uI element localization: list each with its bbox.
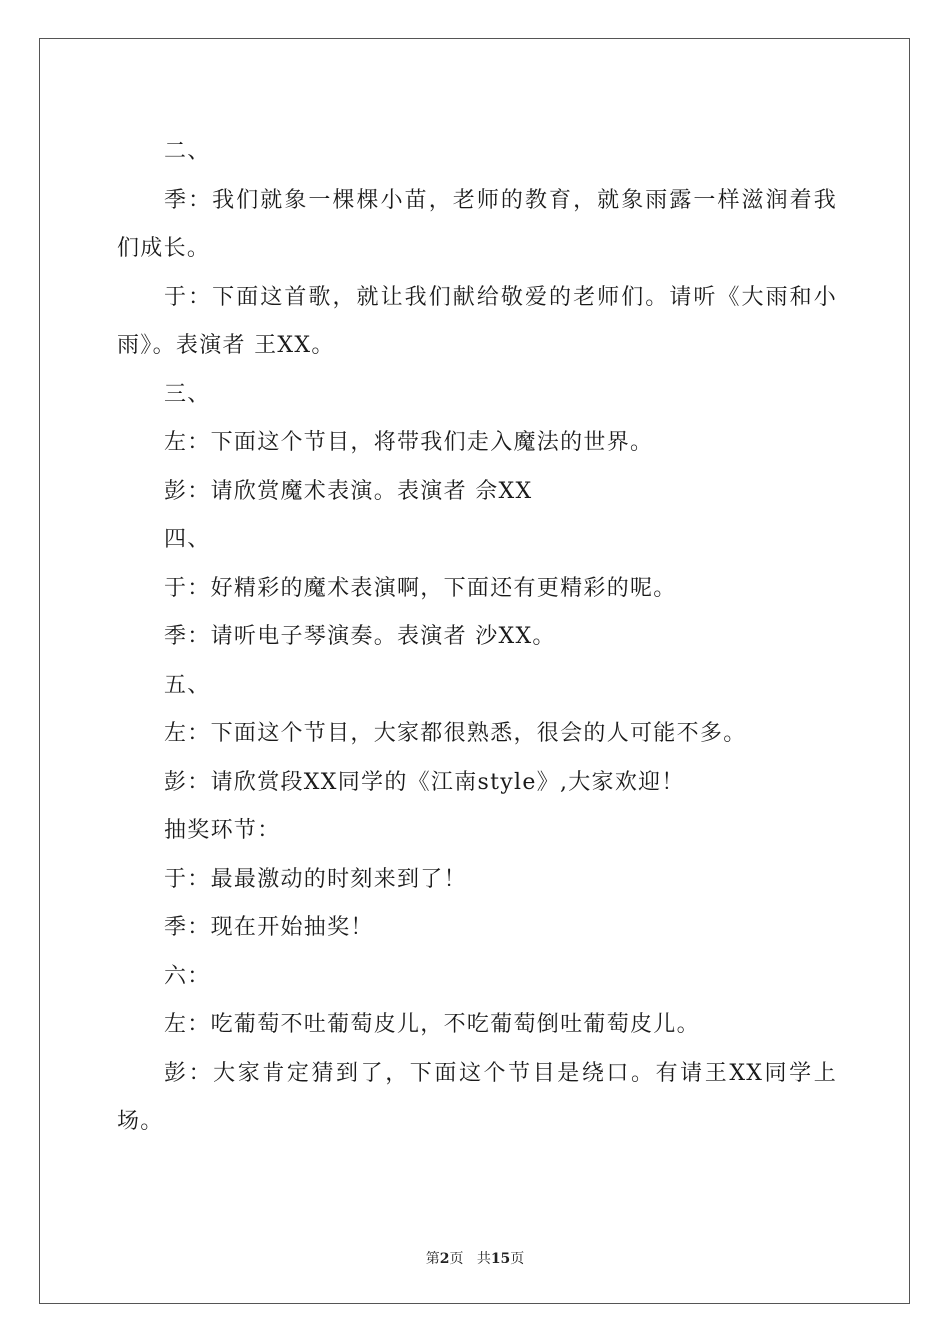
paragraph: 二、 <box>164 139 211 164</box>
paragraph: 于：下面这首歌，就让我们献给敬爱的老师们。请听《大雨和小雨》。表演者 王XX。 <box>117 284 837 358</box>
total-prefix: 共 <box>476 1251 491 1267</box>
total-pages-number: 15 <box>490 1251 511 1267</box>
page-footer <box>0 1248 950 1268</box>
paragraph: 于：好精彩的魔术表演啊，下面还有更精彩的呢。 <box>164 575 677 601</box>
paragraph: 季：我们就象一棵棵小苗，老师的教育，就象雨露一样滋润着我们成长。 <box>117 187 837 261</box>
current-page-number: 2 <box>439 1251 450 1267</box>
paragraph: 四、 <box>164 527 211 552</box>
page-suffix: 页 <box>449 1251 464 1267</box>
paragraph: 彭：大家肯定猜到了，下面这个节目是绕口。有请王XX同学上场。 <box>117 1060 837 1134</box>
paragraph: 六： <box>164 963 211 989</box>
paragraph: 季：现在开始抽奖！ <box>164 915 374 940</box>
paragraph: 左：下面这个节目，大家都很熟悉，很会的人可能不多。 <box>164 721 747 746</box>
page-prefix: 第 <box>425 1251 440 1267</box>
paragraph: 彭：请欣赏魔术表演。表演者 佘XX <box>164 478 533 504</box>
paragraph: 彭：请欣赏段XX同学的《江南style》,大家欢迎！ <box>164 769 685 795</box>
paragraph: 季：请听电子琴演奏。表演者 沙XX。 <box>164 624 556 649</box>
paragraph: 左：吃葡萄不吐葡萄皮儿，不吃葡萄倒吐葡萄皮儿。 <box>164 1012 700 1037</box>
paragraph: 左：下面这个节目，将带我们走入魔法的世界。 <box>164 430 654 455</box>
document-body <box>117 128 837 1147</box>
paragraph: 抽奖环节： <box>164 818 281 843</box>
paragraph: 五、 <box>164 672 211 698</box>
paragraph: 于：最最激动的时刻来到了！ <box>164 866 467 892</box>
total-suffix: 页 <box>510 1251 525 1267</box>
paragraph: 三、 <box>164 381 211 407</box>
